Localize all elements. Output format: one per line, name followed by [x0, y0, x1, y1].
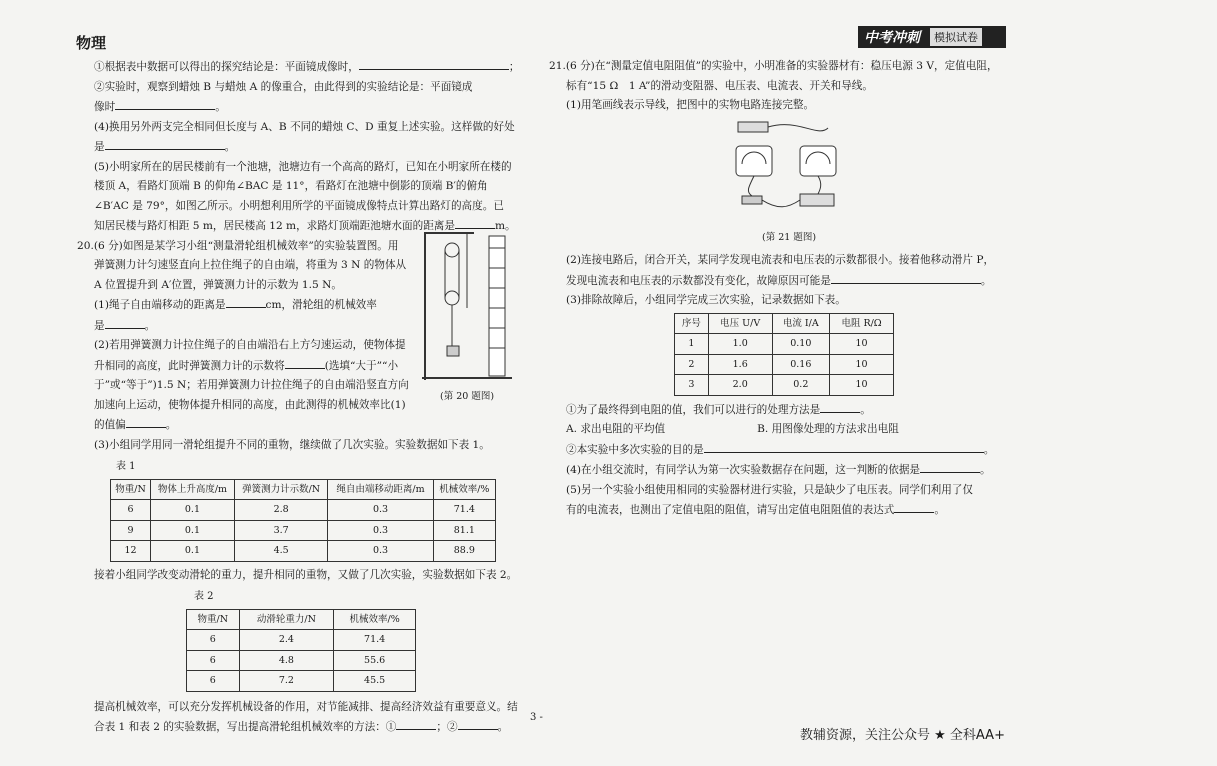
table-cell: 3 [675, 375, 709, 396]
text-line: (5)小明家所在的居民楼前有一个池塘，池塘边有一个高高的路灯，已知在小明家所在楼的 [94, 160, 512, 173]
text-line: 合表 1 和表 2 的实验数据，写出提高滑轮组机械效率的方法：① ；② 。 [94, 717, 514, 738]
table-cell: 0.10 [772, 334, 830, 355]
table-cell: 6 [187, 630, 240, 651]
text-line: (1)绳子自由端移动的距离是 cm，滑轮组的机械效率 [94, 295, 414, 316]
table-row [111, 500, 496, 521]
table-row [187, 650, 416, 671]
table-header-cell: 弹簧测力计示数/N [234, 479, 328, 500]
brand-text: 中考冲刺 [864, 30, 920, 46]
table-cell: 3.7 [234, 520, 328, 541]
table-cell: 2 [675, 354, 709, 375]
text-line: (1)用笔画线表示导线，把图中的实物电路连接完整。 [566, 99, 815, 111]
text-line: 加速向上运动，使物体提升相同的高度，由此测得的机械效率比(1) [94, 398, 406, 411]
table-cell: 9 [111, 520, 151, 541]
text-line: 升相同的高度，此时弹簧测力计的示数将 (选填“大于”“小 [94, 356, 414, 377]
table-cell: 81.1 [433, 520, 495, 541]
badge-text: 模拟试卷 [930, 28, 982, 46]
table-cell: 88.9 [433, 541, 495, 562]
table-header-cell: 动滑轮重力/N [239, 609, 334, 630]
text-line: (4)在小组交流时，有同学认为第一次实验数据存在问题，这一判断的依据是 。 [566, 460, 1021, 481]
table-cell: 12 [111, 541, 151, 562]
table-row [675, 354, 894, 375]
table-row [111, 520, 496, 541]
text-line: 的值偏 。 [94, 415, 414, 436]
text-line: (2)若用弹簧测力计拉住绳子的自由端沿右上方匀速运动，使物体提 [94, 339, 406, 351]
table-header-cell: 电流 I/A [772, 313, 830, 334]
text-line: (3)小组同学用同一滑轮组提升不同的重物，继续做了几次实验。实验数据如下表 1。 [94, 438, 490, 451]
table1-caption: 表 1 [116, 461, 136, 472]
table-header-cell: 物体上升高度/m [151, 479, 235, 500]
table-row [675, 375, 894, 396]
header-logo [858, 26, 1006, 48]
table-header-row [187, 609, 416, 630]
table-cell: 71.4 [433, 500, 495, 521]
text-line: (2)连接电路后，闭合开关，某同学发现电流表和电压表的示数都很小。接着他移动滑片 P， [566, 254, 995, 266]
text-line: ①为了最终得到电阻的值，我们可以进行的处理方法是 。 [566, 400, 1021, 421]
table-header-cell: 序号 [675, 313, 709, 334]
text-line: (4)换用另外两支完全相同但长度与 A、B 不同的蜡烛 C、D 重复上述实验。这样做的好处 [94, 120, 515, 133]
circuit-figure [728, 118, 848, 218]
table-cell: 4.5 [234, 541, 328, 562]
table-cell: 0.3 [328, 520, 433, 541]
text-line: 提高机械效率，可以充分发挥机械设备的作用，对节能减排、提高经济效益有重要意义。结 [94, 700, 518, 713]
table-2 [186, 609, 416, 692]
table-cell: 10 [830, 375, 894, 396]
footer-watermark: 教辅资源，关注公众号 ★ 全科AA+ [800, 728, 1005, 743]
text-line: 于”或“等于”)1.5 N；若用弹簧测力计拉住绳子的自由端沿竖直方向 [94, 379, 409, 391]
table-cell: 7.2 [239, 671, 334, 692]
table-header-row [111, 479, 496, 500]
table-cell: 2.0 [708, 375, 772, 396]
table-cell: 0.1 [151, 541, 235, 562]
table-cell: 6 [187, 650, 240, 671]
text-line: 弹簧测力计匀速竖直向上拉住绳子的自由端，将重为 3 N 的物体从 [94, 259, 407, 271]
text-line: 有的电流表，也测出了定值电阻的阻值，请写出定值电阻阻值的表达式 。 [566, 500, 1021, 521]
table-cell: 0.3 [328, 500, 433, 521]
pulley-figure [422, 228, 514, 383]
table-header-cell: 机械效率/% [334, 609, 416, 630]
table-cell: 4.8 [239, 650, 334, 671]
table-cell: 2.8 [234, 500, 328, 521]
text-line: 楼顶 A，看路灯顶端 B 的仰角∠BAC 是 11°，看路灯在池塘中倒影的顶端 B′的俯角 [94, 180, 488, 192]
table-cell: 6 [111, 500, 151, 521]
table-header-cell: 电压 U/V [708, 313, 772, 334]
figure20-caption: (第 20 题图) [440, 391, 495, 402]
table-1 [110, 479, 496, 562]
table-cell: 10 [830, 354, 894, 375]
subject-title: 物理 [76, 34, 107, 52]
table-cell: 1.0 [708, 334, 772, 355]
text-line: 是 。 [94, 316, 414, 337]
table-cell: 0.3 [328, 541, 433, 562]
page-number: 3 - [530, 712, 543, 723]
table-row [187, 630, 416, 651]
text-line: 知居民楼与路灯相距 5 m，居民楼高 12 m，求路灯顶端距池塘水面的距离是 m。 [94, 216, 514, 237]
option-line [566, 420, 1021, 440]
table-row [675, 334, 894, 355]
text-line: 接着小组同学改变动滑轮的重力，提升相同的重物，又做了几次实验，实验数据如下表 2。 [94, 568, 518, 581]
table-header-cell: 电阻 R/Ω [830, 313, 894, 334]
table-cell: 55.6 [334, 650, 416, 671]
table-3 [674, 313, 894, 396]
table-cell: 45.5 [334, 671, 416, 692]
table-cell: 0.2 [772, 375, 830, 396]
text-line: A 位置提升到 A′位置，弹簧测力计的示数为 1.5 N。 [94, 278, 342, 291]
option-b: B. 用图像处理的方法求出电阻 [757, 423, 899, 435]
table-cell: 0.1 [151, 500, 235, 521]
table-cell: 2.4 [239, 630, 334, 651]
table-cell: 1.6 [708, 354, 772, 375]
text-line: ①根据表中数据可以得出的探究结论是：平面镜成像时， ； [94, 57, 514, 78]
text-line: (3)排除故障后，小组同学完成三次实验，记录数据如下表。 [566, 294, 846, 306]
text-line: 发现电流表和电压表的示数都没有变化，故障原因可能是 。 [566, 271, 1021, 292]
table-cell: 0.16 [772, 354, 830, 375]
table2-caption: 表 2 [194, 591, 214, 602]
table-cell: 1 [675, 334, 709, 355]
table-header-cell: 绳自由端移动距离/m [328, 479, 433, 500]
text-line: 标有“15 Ω 1 A”的滑动变阻器、电压表、电流表、开关和导线。 [566, 79, 873, 92]
text-line: ②本实验中多次实验的目的是 。 [566, 440, 1021, 461]
text-line: (5)另一个实验小组使用相同的实验器材进行实验，只是缺少了电压表。同学们利用了仅 [566, 483, 973, 496]
question-20: 20.(6 分)如图是某学习小组“测量滑轮组机械效率”的实验装置图。用 [77, 239, 399, 252]
text-line: 像时 。 [94, 97, 514, 118]
table-header-row [675, 313, 894, 334]
figure21-caption: (第 21 题图) [762, 231, 817, 243]
table-header-cell: 机械效率/% [433, 479, 495, 500]
text-line: ∠B′AC 是 79°，如图乙所示。小明想利用所学的平面镜成像特点计算出路灯的高度。已 [94, 199, 504, 212]
text-line: ②实验时，观察到蜡烛 B 与蜡烛 A 的像重合，由此得到的实验结论是：平面镜成 [94, 80, 473, 93]
table-header-cell: 物重/N [187, 609, 240, 630]
question-21: 21.(6 分)在“测量定值电阻阻值”的实验中，小明准备的实验器材有：稳压电源 3 V，定值电阻， [549, 60, 998, 72]
text-line: 是 。 [94, 137, 514, 158]
table-cell: 0.1 [151, 520, 235, 541]
table-header-cell: 物重/N [111, 479, 151, 500]
table-row [111, 541, 496, 562]
table-cell: 10 [830, 334, 894, 355]
table-row [187, 671, 416, 692]
option-a: A. 求出电阻的平均值 [566, 423, 666, 435]
table-cell: 6 [187, 671, 240, 692]
table-cell: 71.4 [334, 630, 416, 651]
